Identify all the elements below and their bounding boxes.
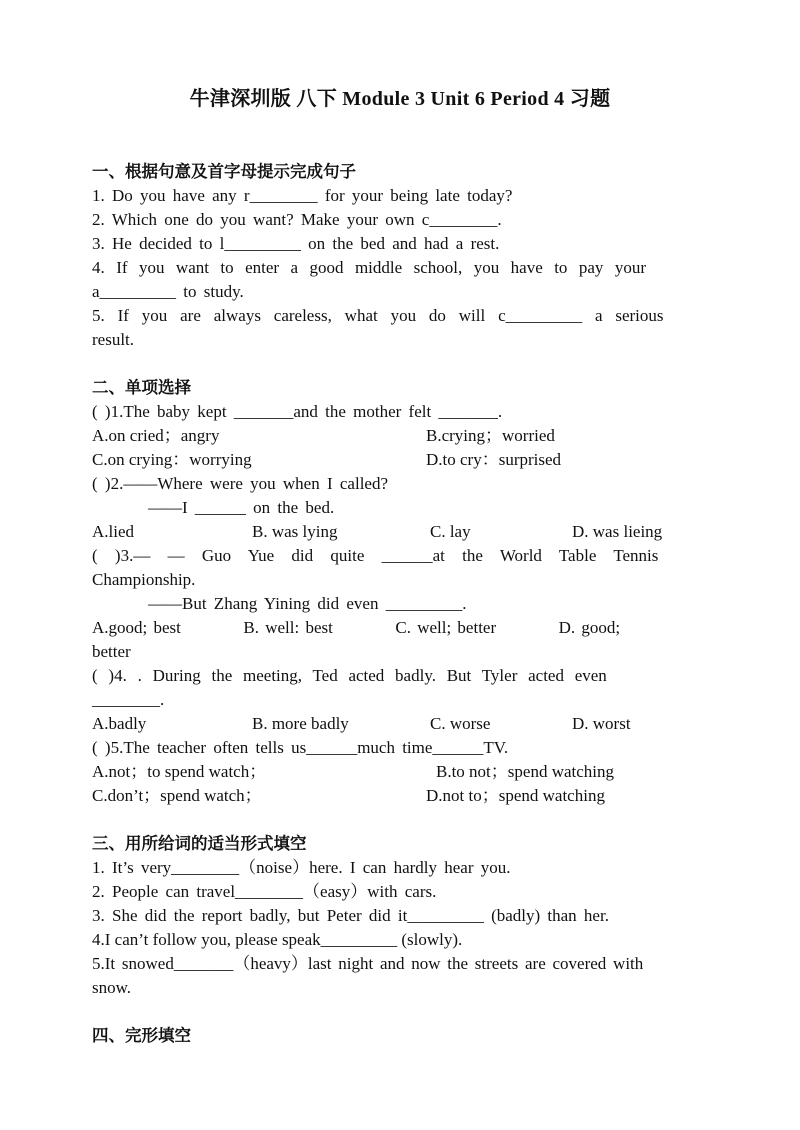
- options-row: better: [92, 642, 131, 661]
- option: A.badly: [92, 714, 147, 733]
- option: C.on crying：worrying: [92, 450, 252, 469]
- options-row: [92, 448, 708, 472]
- option: D.to cry：surprised: [426, 450, 562, 469]
- option: B.crying；worried: [426, 426, 555, 445]
- question-line: 1. Do you have any r________ for your being late today?: [92, 186, 513, 205]
- question-line: snow.: [92, 978, 132, 997]
- option: B. more badly: [252, 714, 349, 733]
- question-line: 1. It’s very________（noise）here. I can hardly hear you.: [92, 858, 511, 877]
- worksheet-page: [92, 84, 708, 1048]
- option: A.not；to spend watch；: [92, 762, 267, 781]
- question-line: 3. He decided to l_________ on the bed and had a rest.: [92, 234, 500, 253]
- option: D. was lieing: [572, 522, 663, 541]
- option: C.don’t；spend watch；: [92, 786, 262, 805]
- option: D. worst: [572, 714, 631, 733]
- question-line: 5. If you are always careless, what you do will c_________ a serious: [92, 306, 664, 325]
- page-title: 牛津深圳版 八下 Module 3 Unit 6 Period 4 习题: [189, 88, 611, 110]
- question-line: 2. People can travel________（easy）with cars.: [92, 882, 437, 901]
- question-stem: ( )5.The teacher often tells us______much time______TV.: [92, 738, 509, 757]
- section-heading: 一、根据句意及首字母提示完成句子: [92, 162, 356, 181]
- question-stem: ——I ______ on the bed.: [148, 498, 335, 517]
- option: D.not to；spend watching: [426, 786, 605, 805]
- option: C. worse: [430, 714, 491, 733]
- section-completion: [92, 160, 708, 352]
- options-row: [92, 712, 708, 736]
- section-word-forms: [92, 832, 708, 1000]
- option: B. was lying: [252, 522, 338, 541]
- section-heading: 三、用所给词的适当形式填空: [92, 834, 307, 853]
- options-row: [92, 784, 708, 808]
- question-stem: ( )1.The baby kept _______and the mother felt _______.: [92, 402, 503, 421]
- question-line: 4. If you want to enter a good middle school, you have to pay your: [92, 258, 647, 277]
- section-cloze: [92, 1024, 708, 1048]
- section-heading: 二、单项选择: [92, 378, 191, 397]
- option: C. lay: [430, 522, 471, 541]
- question-line: 4.I can’t follow you, please speak_________ (slowly).: [92, 930, 463, 949]
- options-row: [92, 520, 708, 544]
- options-row: [92, 760, 708, 784]
- question-line: result.: [92, 330, 135, 349]
- option: A.on cried；angry: [92, 426, 220, 445]
- option: B.to not；spend watching: [436, 762, 615, 781]
- question-stem: ( )4. . During the meeting, Ted acted badly. But Tyler acted even: [92, 666, 607, 685]
- question-stem: ( )2.——Where were you when I called?: [92, 474, 389, 493]
- options-row: A.good; best B. well: best C. well; better D. good;: [92, 618, 621, 637]
- question-line: 3. She did the report badly, but Peter did it_________ (badly) than her.: [92, 906, 609, 925]
- question-line: a_________ to study.: [92, 282, 244, 301]
- question-line: 5.It snowed_______（heavy）last night and now the streets are covered with: [92, 954, 644, 973]
- question-line: 2. Which one do you want? Make your own c________.: [92, 210, 502, 229]
- question-stem: ( )3.— — Guo Yue did quite ______at the World Table Tennis: [92, 546, 659, 565]
- section-multiple-choice: [92, 376, 708, 808]
- question-stem: ________.: [92, 690, 165, 709]
- option: A.lied: [92, 522, 135, 541]
- options-row: [92, 424, 708, 448]
- question-stem: ——But Zhang Yining did even _________.: [148, 594, 467, 613]
- question-stem: Championship.: [92, 570, 196, 589]
- section-heading: 四、完形填空: [92, 1026, 191, 1045]
